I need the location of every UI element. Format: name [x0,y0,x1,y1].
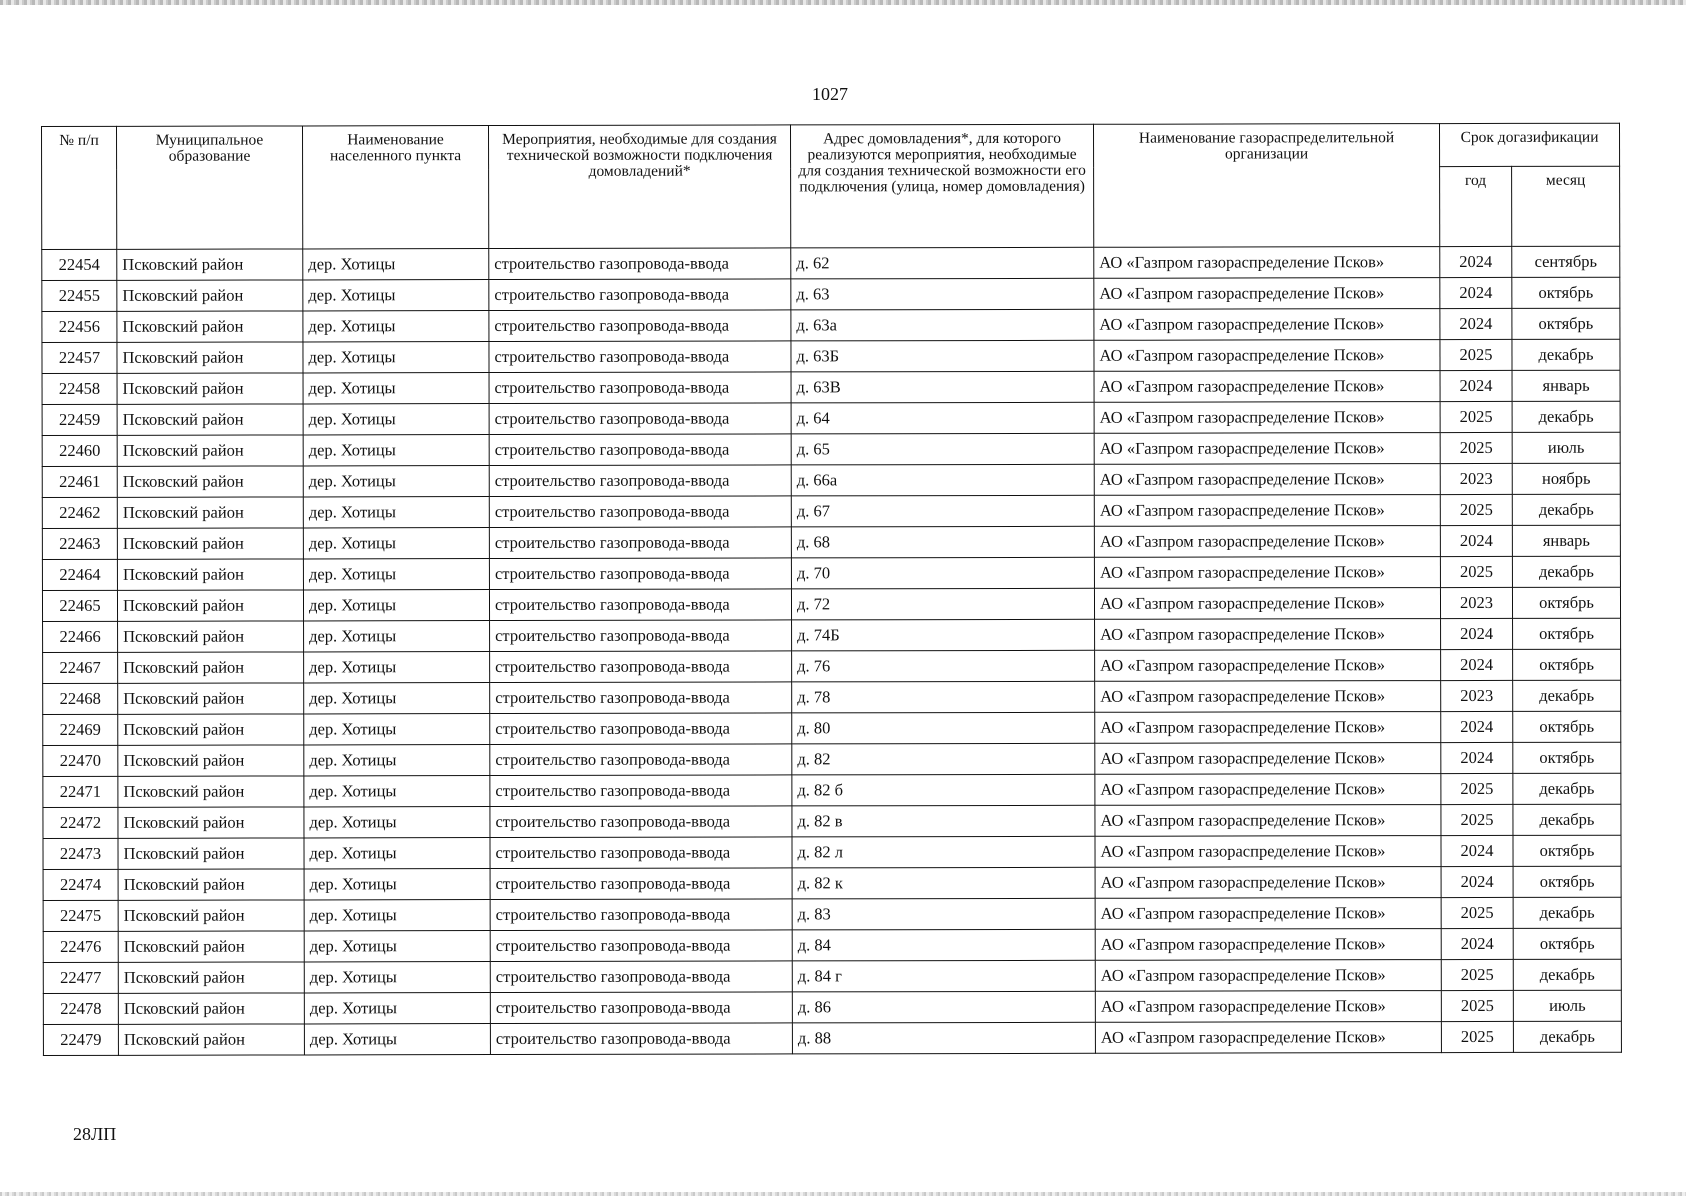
cell-month: декабрь [1513,959,1621,990]
footer-code: 28ЛП [73,1124,117,1144]
cell-num: 22464 [42,559,117,590]
cell-address: д. 83 [792,898,1095,930]
table-row [42,556,1620,590]
cell-municipality: Псковский район [118,869,304,900]
cell-measure: строительство газопровода-ввода [489,527,791,559]
cell-organization: АО «Газпром газораспределение Псков» [1094,464,1440,496]
cell-measure: строительство газопровода-ввода [489,496,791,528]
cell-year: 2023 [1441,680,1513,711]
cell-organization: АО «Газпром газораспределение Псков» [1095,929,1441,961]
cell-year: 2025 [1441,773,1513,804]
table-row [42,401,1620,435]
cell-year: 2024 [1441,618,1513,649]
cell-municipality: Псковский район [118,807,304,838]
cell-municipality: Псковский район [117,311,303,342]
cell-municipality: Псковский район [117,590,303,621]
cell-num: 22463 [42,528,117,559]
cell-measure: строительство газопровода-ввода [490,620,792,652]
cell-address: д. 67 [791,495,1094,527]
cell-organization: АО «Газпром газораспределение Псков» [1095,774,1441,806]
cell-year: 2024 [1440,277,1512,308]
cell-municipality: Псковский район [117,373,303,404]
cell-settlement: дер. Хотицы [304,714,490,745]
cell-month: октябрь [1513,649,1621,680]
table-row [43,773,1621,807]
cell-month: октябрь [1513,618,1621,649]
cell-month: октябрь [1513,928,1621,959]
cell-measure: строительство газопровода-ввода [489,279,791,311]
cell-measure: строительство газопровода-ввода [490,961,792,993]
cell-organization: АО «Газпром газораспределение Псков» [1094,278,1440,310]
cell-measure: строительство газопровода-ввода [490,651,792,683]
table-row [43,711,1621,745]
header-municipality: Муниципальное образование [117,126,303,249]
table-row [43,649,1621,683]
cell-num: 22470 [43,745,118,776]
cell-year: 2025 [1440,339,1512,370]
header-term: Срок догазификации [1439,123,1619,166]
cell-num: 22477 [43,962,118,993]
cell-address: д. 62 [791,247,1094,279]
cell-address: д. 63Б [791,340,1094,372]
cell-municipality: Псковский район [117,435,303,466]
cell-municipality: Псковский район [118,621,304,652]
cell-address: д. 70 [791,557,1094,589]
cell-settlement: дер. Хотицы [303,497,489,528]
cell-municipality: Псковский район [117,559,303,590]
cell-month: декабрь [1512,401,1620,432]
cell-organization: АО «Газпром газораспределение Псков» [1095,898,1441,930]
header-organization: Наименование газораспределительной организации [1093,124,1439,248]
scan-edge-top [0,0,1686,5]
cell-address: д. 82 к [792,867,1095,899]
cell-num: 22456 [42,311,117,342]
cell-measure: строительство газопровода-ввода [490,837,792,869]
cell-settlement: дер. Хотицы [303,435,489,466]
cell-municipality: Псковский район [117,249,303,280]
cell-num: 22467 [43,652,118,683]
cell-month: октябрь [1513,742,1621,773]
cell-year: 2024 [1441,866,1513,897]
table-row [42,339,1620,373]
cell-organization: АО «Газпром газораспределение Псков» [1095,650,1441,682]
cell-settlement: дер. Хотицы [304,621,490,652]
table-row [43,680,1621,714]
cell-measure: строительство газопровода-ввода [489,403,791,435]
cell-address: д. 82 б [792,774,1095,806]
cell-num: 22471 [43,776,118,807]
cell-settlement: дер. Хотицы [304,962,490,993]
cell-year: 2024 [1440,370,1512,401]
cell-address: д. 64 [791,402,1094,434]
cell-measure: строительство газопровода-ввода [489,434,791,466]
cell-municipality: Псковский район [117,280,303,311]
cell-municipality: Псковский район [118,652,304,683]
cell-address: д. 80 [792,712,1095,744]
table-row [43,866,1621,900]
cell-year: 2025 [1441,1021,1513,1052]
header-address: Адрес домовладения*, для которого реализуются мероприятия, необходимые для создания технической возможности его подключения (улица, номер домовладения) [790,124,1093,248]
cell-num: 22466 [43,621,118,652]
cell-month: декабрь [1513,1021,1621,1052]
cell-num: 22459 [42,404,117,435]
cell-year: 2025 [1440,401,1512,432]
cell-settlement: дер. Хотицы [303,466,489,497]
cell-address: д. 82 в [792,805,1095,837]
cell-month: сентябрь [1512,246,1620,277]
gasification-table [41,123,1622,1056]
cell-address: д. 88 [792,1022,1095,1054]
cell-address: д. 72 [791,588,1094,620]
cell-municipality: Псковский район [118,931,304,962]
cell-num: 22460 [42,435,117,466]
cell-month: октябрь [1512,587,1620,618]
cell-num: 22457 [42,342,117,373]
cell-month: ноябрь [1512,463,1620,494]
cell-settlement: дер. Хотицы [304,1024,490,1055]
table-row [43,618,1621,652]
cell-year: 2024 [1441,835,1513,866]
cell-measure: строительство газопровода-ввода [489,465,791,497]
cell-address: д. 84 г [792,960,1095,992]
cell-address: д. 66а [791,464,1094,496]
cell-num: 22458 [42,373,117,404]
cell-settlement: дер. Хотицы [304,900,490,931]
cell-month: декабрь [1513,897,1621,928]
cell-settlement: дер. Хотицы [304,869,490,900]
cell-month: октябрь [1512,308,1620,339]
cell-num: 22473 [43,838,118,869]
cell-year: 2024 [1441,742,1513,773]
cell-organization: АО «Газпром газораспределение Псков» [1094,371,1440,403]
table-row [43,1021,1621,1055]
cell-settlement: дер. Хотицы [304,683,490,714]
cell-organization: АО «Газпром газораспределение Псков» [1094,309,1440,341]
cell-settlement: дер. Хотицы [303,559,489,590]
cell-settlement: дер. Хотицы [304,993,490,1024]
cell-num: 22478 [43,993,118,1024]
table-row [42,494,1620,528]
cell-year: 2024 [1441,649,1513,680]
cell-year: 2024 [1441,928,1513,959]
cell-year: 2025 [1441,804,1513,835]
cell-num: 22461 [42,466,117,497]
cell-municipality: Псковский район [118,1024,304,1055]
cell-month: декабрь [1512,339,1620,370]
cell-num: 22465 [42,590,117,621]
header-num: № п/п [42,126,117,249]
cell-address: д. 84 [792,929,1095,961]
cell-num: 22476 [43,931,118,962]
cell-address: д. 65 [791,433,1094,465]
cell-measure: строительство газопровода-ввода [489,341,791,373]
cell-measure: строительство газопровода-ввода [490,930,792,962]
cell-municipality: Псковский район [118,993,304,1024]
cell-year: 2024 [1441,711,1513,742]
scan-edge-bottom [0,1192,1686,1196]
cell-settlement: дер. Хотицы [303,342,489,373]
cell-measure: строительство газопровода-ввода [490,744,792,776]
cell-address: д. 63В [791,371,1094,403]
cell-month: январь [1512,525,1620,556]
cell-address: д. 82 [792,743,1095,775]
table-row [43,835,1621,869]
table-row [42,432,1620,466]
cell-num: 22474 [43,869,118,900]
cell-settlement: дер. Хотицы [304,931,490,962]
cell-month: декабрь [1513,680,1621,711]
cell-address: д. 82 л [792,836,1095,868]
cell-num: 22469 [43,714,118,745]
table-row [42,525,1620,559]
cell-month: декабрь [1513,804,1621,835]
cell-num: 22455 [42,280,117,311]
cell-settlement: дер. Хотицы [304,652,490,683]
cell-measure: строительство газопровода-ввода [490,713,792,745]
cell-month: январь [1512,370,1620,401]
cell-settlement: дер. Хотицы [303,311,489,342]
table-row [42,463,1620,497]
cell-measure: строительство газопровода-ввода [489,310,791,342]
cell-settlement: дер. Хотицы [304,838,490,869]
cell-year: 2024 [1440,246,1512,277]
table-row [43,928,1621,962]
cell-organization: АО «Газпром газораспределение Псков» [1095,619,1441,651]
cell-year: 2023 [1440,463,1512,494]
cell-measure: строительство газопровода-ввода [490,806,792,838]
cell-settlement: дер. Хотицы [304,807,490,838]
cell-organization: АО «Газпром газораспределение Псков» [1094,526,1440,558]
cell-num: 22475 [43,900,118,931]
header-settlement: Наименование населенного пункта [303,126,489,249]
cell-num: 22468 [43,683,118,714]
cell-num: 22472 [43,807,118,838]
cell-settlement: дер. Хотицы [304,745,490,776]
cell-year: 2025 [1440,494,1512,525]
cell-municipality: Псковский район [118,900,304,931]
cell-municipality: Псковский район [118,714,304,745]
cell-organization: АО «Газпром газораспределение Псков» [1094,247,1440,279]
cell-measure: строительство газопровода-ввода [490,992,792,1024]
cell-month: октябрь [1513,711,1621,742]
cell-organization: АО «Газпром газораспределение Псков» [1095,743,1441,775]
cell-month: июль [1512,432,1620,463]
header-year: год [1440,166,1512,246]
cell-address: д. 63а [791,309,1094,341]
cell-organization: АО «Газпром газораспределение Псков» [1094,340,1440,372]
cell-year: 2024 [1440,525,1512,556]
cell-num: 22462 [42,497,117,528]
header-month: месяц [1512,166,1620,246]
table-row [43,742,1621,776]
cell-year: 2025 [1441,990,1513,1021]
cell-month: декабрь [1512,494,1620,525]
cell-measure: строительство газопровода-ввода [490,682,792,714]
cell-organization: АО «Газпром газораспределение Псков» [1095,836,1441,868]
cell-organization: АО «Газпром газораспределение Псков» [1094,588,1440,620]
cell-municipality: Псковский район [117,466,303,497]
cell-organization: АО «Газпром газораспределение Псков» [1094,402,1440,434]
cell-municipality: Псковский район [117,342,303,373]
cell-month: декабрь [1513,773,1621,804]
cell-address: д. 68 [791,526,1094,558]
cell-organization: АО «Газпром газораспределение Псков» [1095,1022,1441,1054]
cell-settlement: дер. Хотицы [303,528,489,559]
cell-organization: АО «Газпром газораспределение Псков» [1094,433,1440,465]
cell-year: 2023 [1440,587,1512,618]
table-row [42,587,1620,621]
table-row [43,959,1621,993]
cell-organization: АО «Газпром газораспределение Псков» [1095,960,1441,992]
cell-organization: АО «Газпром газораспределение Псков» [1095,805,1441,837]
cell-year: 2025 [1441,897,1513,928]
cell-year: 2024 [1440,308,1512,339]
table-body [42,246,1622,1055]
cell-address: д. 78 [792,681,1095,713]
cell-municipality: Псковский район [117,497,303,528]
cell-measure: строительство газопровода-ввода [490,775,792,807]
cell-organization: АО «Газпром газораспределение Псков» [1095,712,1441,744]
cell-organization: АО «Газпром газораспределение Псков» [1095,991,1441,1023]
cell-month: июль [1513,990,1621,1021]
cell-settlement: дер. Хотицы [303,280,489,311]
table-row [42,370,1620,404]
cell-municipality: Псковский район [117,404,303,435]
cell-municipality: Псковский район [117,528,303,559]
cell-measure: строительство газопровода-ввода [489,372,791,404]
cell-settlement: дер. Хотицы [303,590,489,621]
cell-year: 2025 [1440,556,1512,587]
header-measures: Мероприятия, необходимые для создания технической возможности подключения домовладений* [489,125,791,249]
table-row [42,277,1620,311]
cell-measure: строительство газопровода-ввода [489,248,791,280]
table-header [42,123,1620,249]
cell-settlement: дер. Хотицы [303,373,489,404]
cell-address: д. 86 [792,991,1095,1023]
cell-address: д. 74Б [792,619,1095,651]
table-row [43,804,1621,838]
cell-measure: строительство газопровода-ввода [489,558,791,590]
cell-measure: строительство газопровода-ввода [490,868,792,900]
page-number: 1027 [812,84,848,104]
cell-organization: АО «Газпром газораспределение Псков» [1095,681,1441,713]
cell-organization: АО «Газпром газораспределение Псков» [1095,867,1441,899]
cell-year: 2025 [1440,432,1512,463]
table-row [43,990,1621,1024]
cell-measure: строительство газопровода-ввода [489,589,791,621]
cell-municipality: Псковский район [118,683,304,714]
cell-municipality: Псковский район [118,838,304,869]
cell-month: октябрь [1512,277,1620,308]
cell-num: 22454 [42,249,117,280]
cell-organization: АО «Газпром газораспределение Псков» [1094,495,1440,527]
cell-settlement: дер. Хотицы [303,404,489,435]
cell-address: д. 63 [791,278,1094,310]
cell-settlement: дер. Хотицы [303,249,489,280]
cell-municipality: Псковский район [118,745,304,776]
cell-municipality: Псковский район [118,776,304,807]
cell-settlement: дер. Хотицы [304,776,490,807]
cell-month: октябрь [1513,835,1621,866]
cell-num: 22479 [43,1024,118,1055]
table-row [42,308,1620,342]
cell-month: декабрь [1512,556,1620,587]
table-row [43,897,1621,931]
cell-municipality: Псковский район [118,962,304,993]
cell-organization: АО «Газпром газораспределение Псков» [1094,557,1440,589]
cell-year: 2025 [1441,959,1513,990]
cell-month: октябрь [1513,866,1621,897]
cell-measure: строительство газопровода-ввода [490,1023,792,1055]
table-row [42,246,1620,280]
cell-measure: строительство газопровода-ввода [490,899,792,931]
cell-address: д. 76 [792,650,1095,682]
